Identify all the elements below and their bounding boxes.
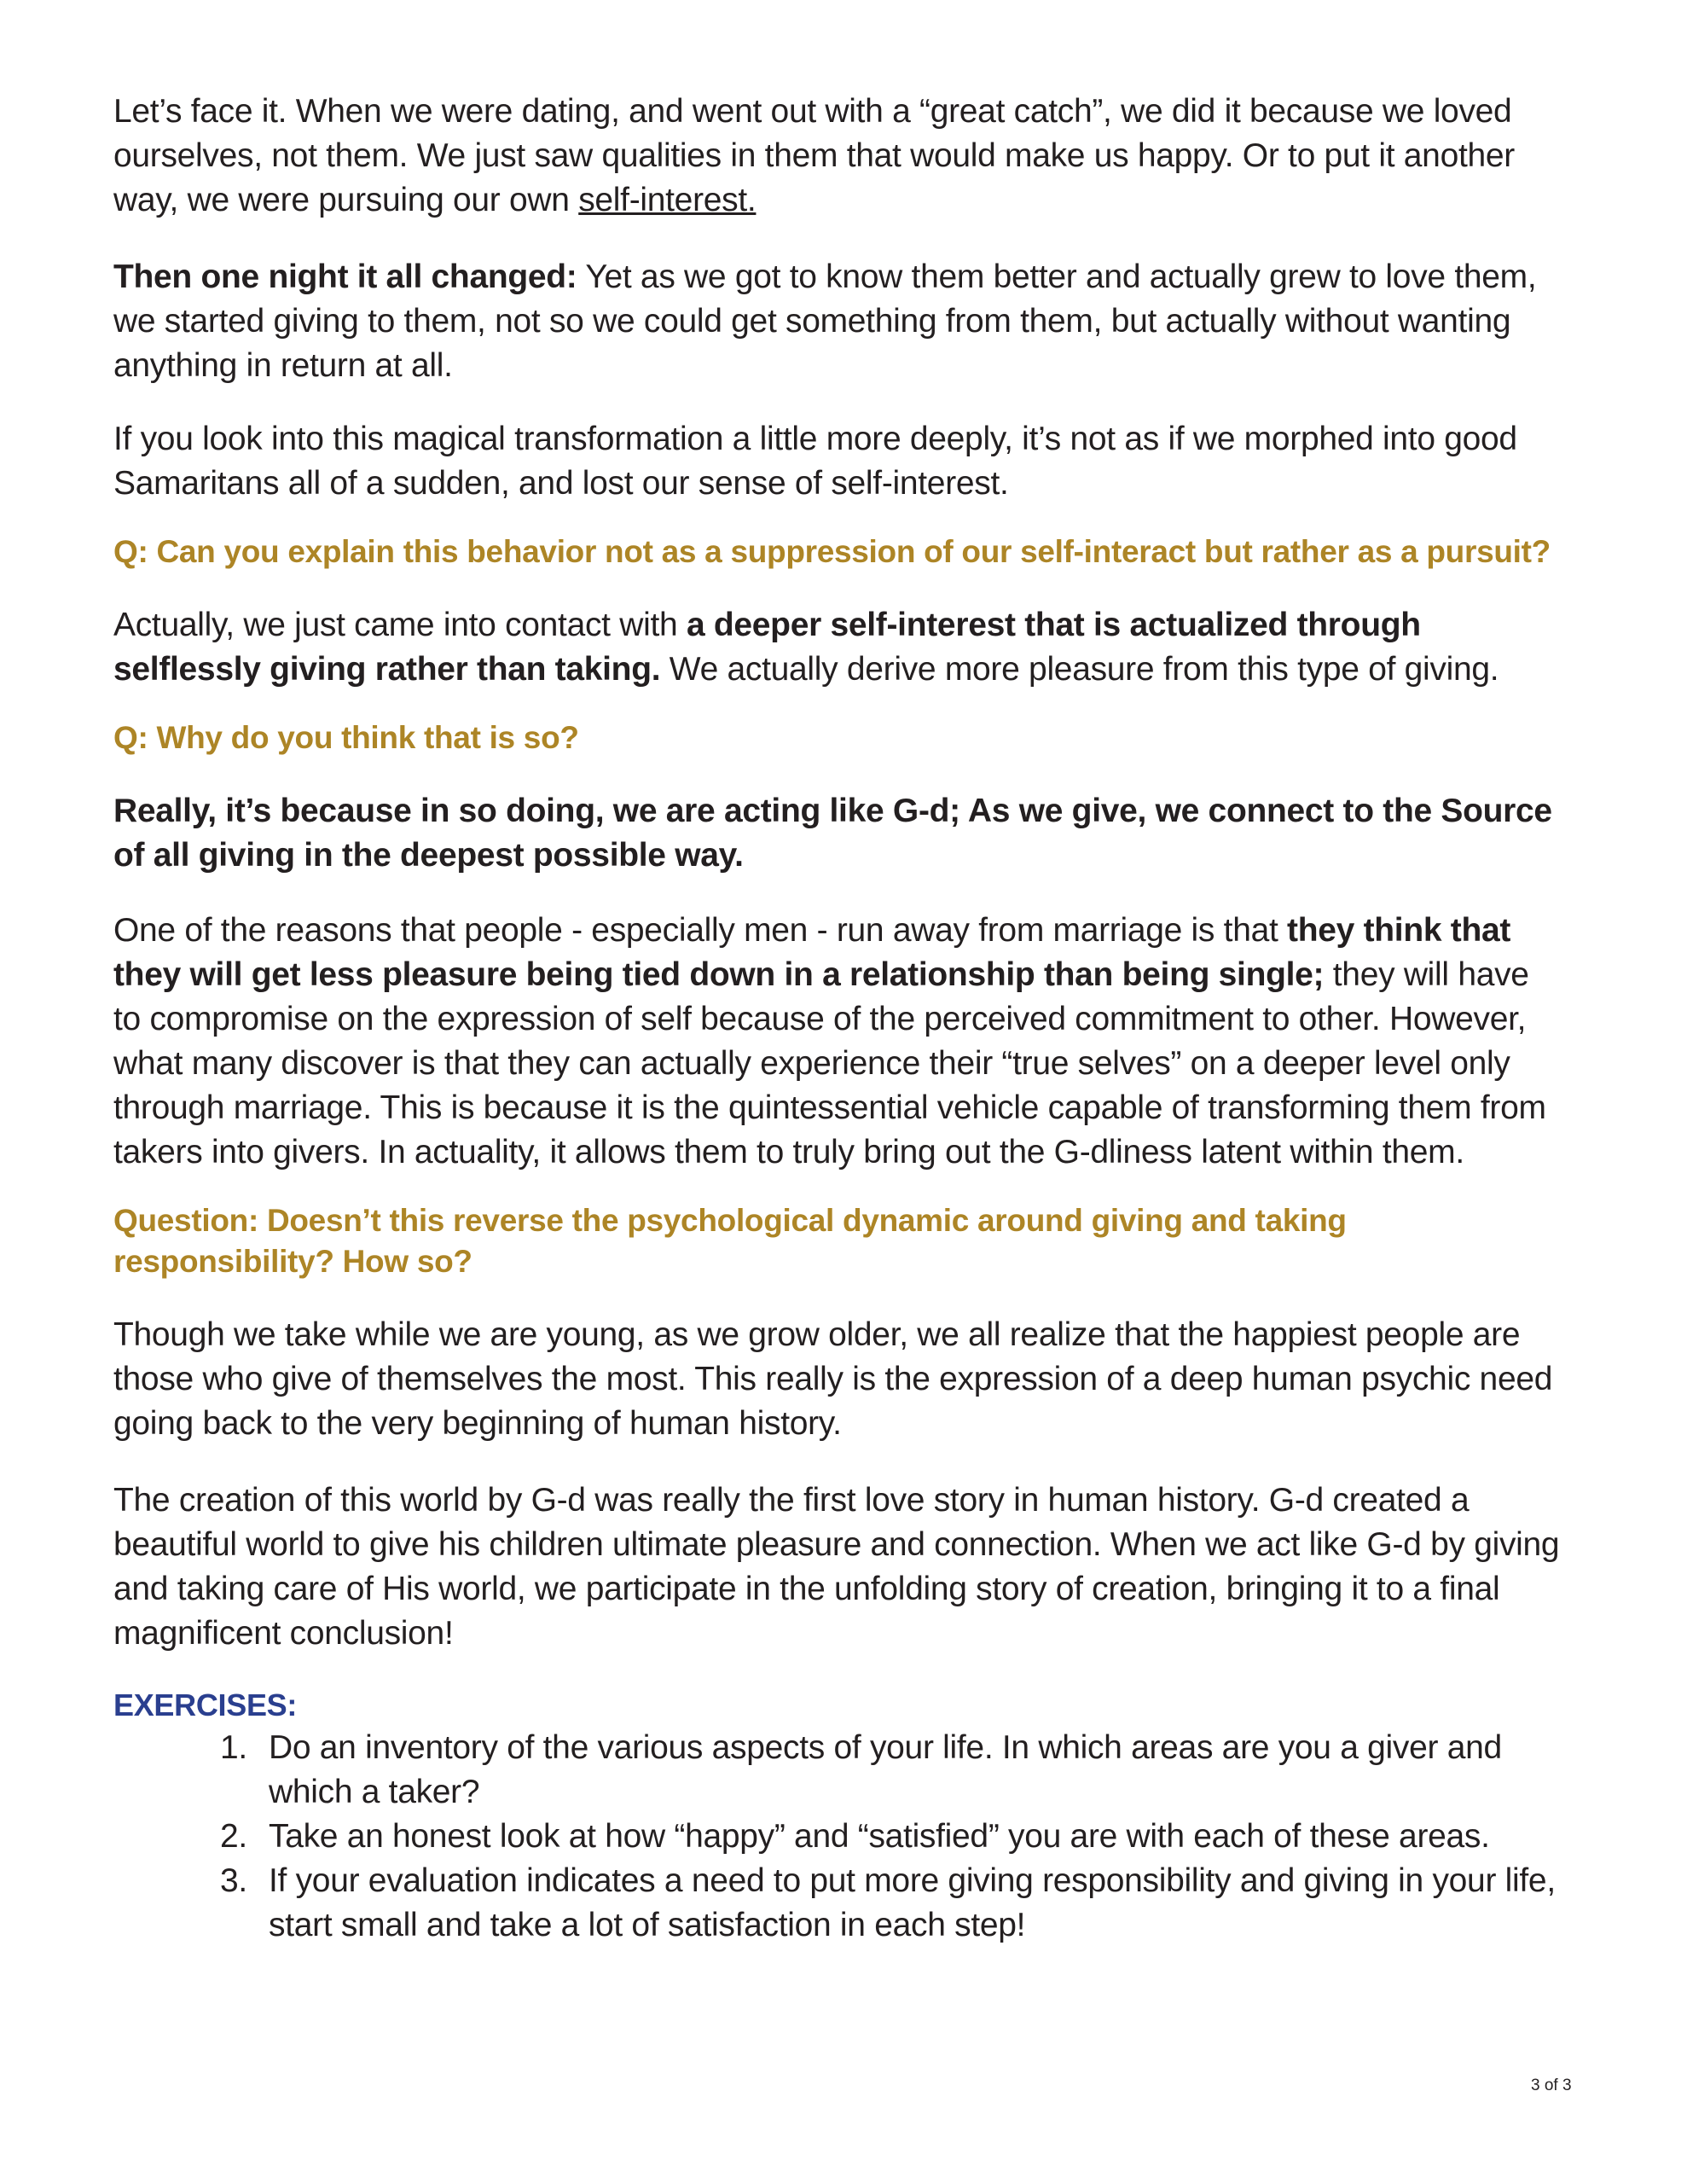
paragraph-happiest-people: Though we take while we are young, as we grow older, we all realize that the happiest people are those who give of themselves the most. This really is the expression of a deep human psychic need going back to the very beginning of human history. [113,1316,1553,1442]
bold-lead: Then one night it all changed: [113,258,577,295]
exercises-heading: EXERCISES: [113,1687,298,1722]
paragraph-change [113,255,1563,388]
bold-text: a deeper self-interest that is actualized through selflessly giving rather than taking. [113,607,1421,688]
exercise-text: Take an honest look at how “happy” and “satisfied” you are with each of these areas. [269,1818,1490,1855]
question-2: Q: Why do you think that is so? [113,720,579,755]
exercise-text: If your evaluation indicates a need to put more giving responsibility and giving in your life, start small and take a lot of satisfaction in each step! [269,1862,1556,1943]
exercise-number: 2. [220,1818,247,1855]
paragraph-transformation: If you look into this magical transformation a little more deeply, it’s not as if we morphed into good Samaritans all of a sudden, and lost our sense of self-interest. [113,421,1517,502]
paragraph-text: Yet as we got to know them better and actually grew to love them, we started giving to them, not so we could get something from them, but actually without wanting anything in return at all. [113,258,1537,384]
paragraph-intro [113,90,1563,223]
document-page [113,90,1563,1948]
paragraph-text: Let’s face it. When we were dating, and went out with a “great catch”, we did it because we loved ourselves, not them. We just saw qualities in them that would make us happy. Or to put it another way, we were pursuing our own [113,93,1515,218]
paragraph-acting-like-gd: Really, it’s because in so doing, we are acting like G-d; As we give, we connect to the Source of all giving in the deepest possible way. [113,793,1552,874]
question-3: Question: Doesn’t this reverse the psychological dynamic around giving and taking responsibility? How so? [113,1203,1347,1279]
exercise-item [113,1726,1563,1815]
paragraph-deeper-self-interest [113,603,1563,692]
exercise-number: 3. [220,1862,247,1899]
paragraph-text: We actually derive more pleasure from this type of giving. [660,651,1499,688]
paragraph-text: One of the reasons that people - especially men - run away from marriage is that [113,912,1288,949]
exercise-text: Do an inventory of the various aspects of your life. In which areas are you a giver and which a taker? [269,1729,1502,1810]
exercise-number: 1. [220,1729,247,1766]
paragraph-marriage [113,909,1563,1175]
exercise-item [113,1815,1563,1859]
underlined-text: self-interest. [578,182,757,218]
paragraph-creation: The creation of this world by G-d was really the first love story in human history. G-d created a beautiful world to give his children ultimate pleasure and connection. When we act like G-d by giving and taking care of His world, we participate in the unfolding story of creation, bringing it to a final magnificent conclusion! [113,1482,1560,1652]
exercise-item [113,1859,1563,1948]
paragraph-text: Actually, we just came into contact with [113,607,687,643]
paragraph-text: they will have to compromise on the expression of self because of the perceived commitment to other. However, what many discover is that they can actually experience their “true selves” on a deeper level only through marriage. This is because it is the quintessential vehicle capable of transforming them from takers into givers. In actuality, it allows them to truly bring out the G-dliness latent within them. [113,956,1546,1170]
exercises-list [113,1726,1563,1948]
question-1: Q: Can you explain this behavior not as a suppression of our self-interact but rather as a pursuit? [113,534,1551,569]
bold-text: they think that they will get less pleasure being tied down in a relationship than being single; [113,912,1511,993]
page-number: 3 of 3 [1531,2077,1572,2094]
